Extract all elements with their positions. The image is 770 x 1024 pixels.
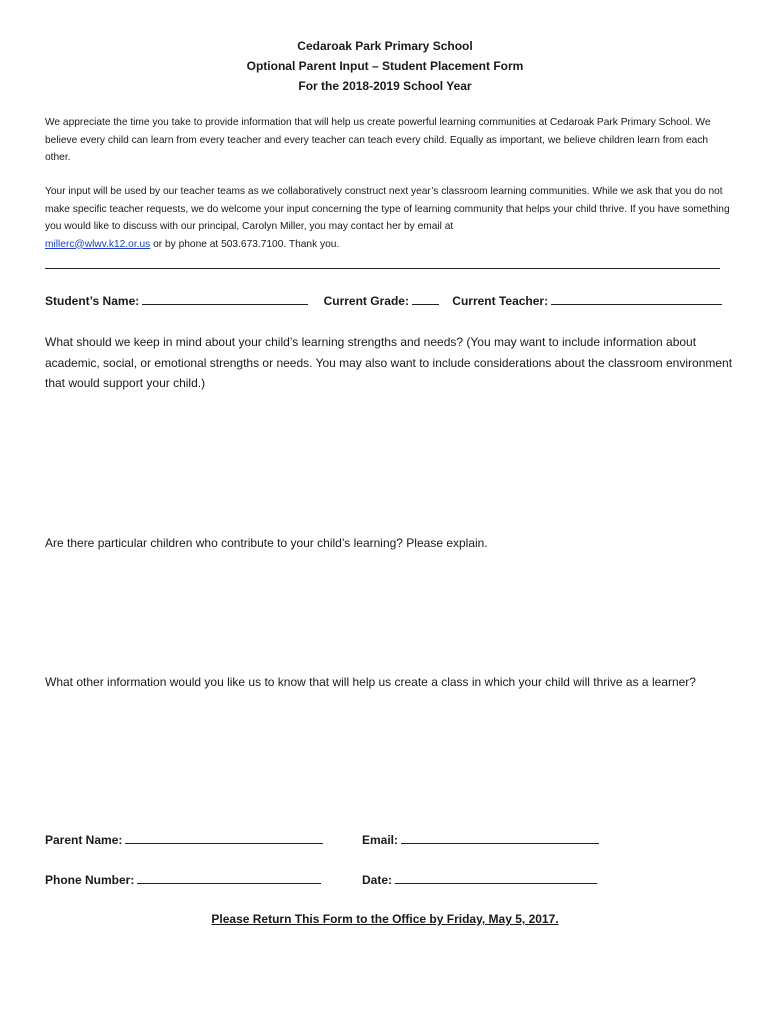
intro-paragraph-2 <box>45 183 730 253</box>
current-grade-blank[interactable] <box>412 293 439 305</box>
parent-name-blank[interactable] <box>125 832 323 844</box>
question-contributing-children: Are there particular children who contribute to your child’s learning? Please explain. <box>45 536 488 550</box>
form-header <box>0 36 770 96</box>
email-blank[interactable] <box>401 832 599 844</box>
phone-number-blank[interactable] <box>137 872 321 884</box>
intro-paragraph-1: We appreciate the time you take to provide information that will help us create powerful learning communities at Cedaroak Park Primary School. We believe every child can learn from every teacher and every teacher can teach every child. Equally as important, we believe children learn from each other. <box>45 117 711 163</box>
current-grade-field[interactable] <box>324 293 439 308</box>
student-name-blank[interactable] <box>142 293 308 305</box>
form-title: Optional Parent Input – Student Placement Form <box>246 59 524 73</box>
school-year: For the 2018-2019 School Year <box>298 79 472 93</box>
email-label: Email: <box>362 833 399 847</box>
parent-name-label: Parent Name: <box>45 833 123 847</box>
principal-email-link[interactable]: millerc@wlwv.k12.or.us <box>45 238 151 250</box>
date-blank[interactable] <box>395 872 597 884</box>
current-grade-label: Current Grade: <box>323 294 409 308</box>
student-info-row <box>45 293 722 308</box>
current-teacher-label: Current Teacher: <box>452 294 549 308</box>
phone-number-field[interactable] <box>45 872 321 887</box>
student-name-field[interactable] <box>45 293 308 308</box>
current-teacher-field[interactable] <box>452 293 722 308</box>
intro-paragraph-2-text: Your input will be used by our teacher teams as we collaboratively construct next year’s classroom learning communities. While we ask that you do not make specific teacher requests, we do welcome your input concerning the type of learning community that helps your child thrive. If you have something you would like to discuss with our principal, Carolyn Miller, you may contact her by email at <box>45 186 730 232</box>
return-instructions: Please Return This Form to the Office by Friday, May 5, 2017. <box>211 912 559 926</box>
intro-paragraph-2-tail: or by phone at 503.673.7100. Thank you. <box>153 238 340 250</box>
question-learning-strengths: What should we keep in mind about your child’s learning strengths and needs? (You may want to include information about academic, social, or emotional strengths or needs. You may also want to include considerations about the classroom environment that would support your child.) <box>45 335 733 390</box>
date-field[interactable] <box>362 872 597 887</box>
section-divider <box>45 268 720 269</box>
email-field[interactable] <box>362 832 599 847</box>
current-teacher-blank[interactable] <box>551 293 722 305</box>
phone-number-label: Phone Number: <box>45 873 135 887</box>
question-other-information: What other information would you like us to know that will help us create a class in which your child will thrive as a learner? <box>45 675 696 689</box>
date-label: Date: <box>362 873 393 887</box>
school-name: Cedaroak Park Primary School <box>297 39 473 53</box>
student-name-label: Student’s Name: <box>45 294 140 308</box>
parent-name-field[interactable] <box>45 832 323 847</box>
